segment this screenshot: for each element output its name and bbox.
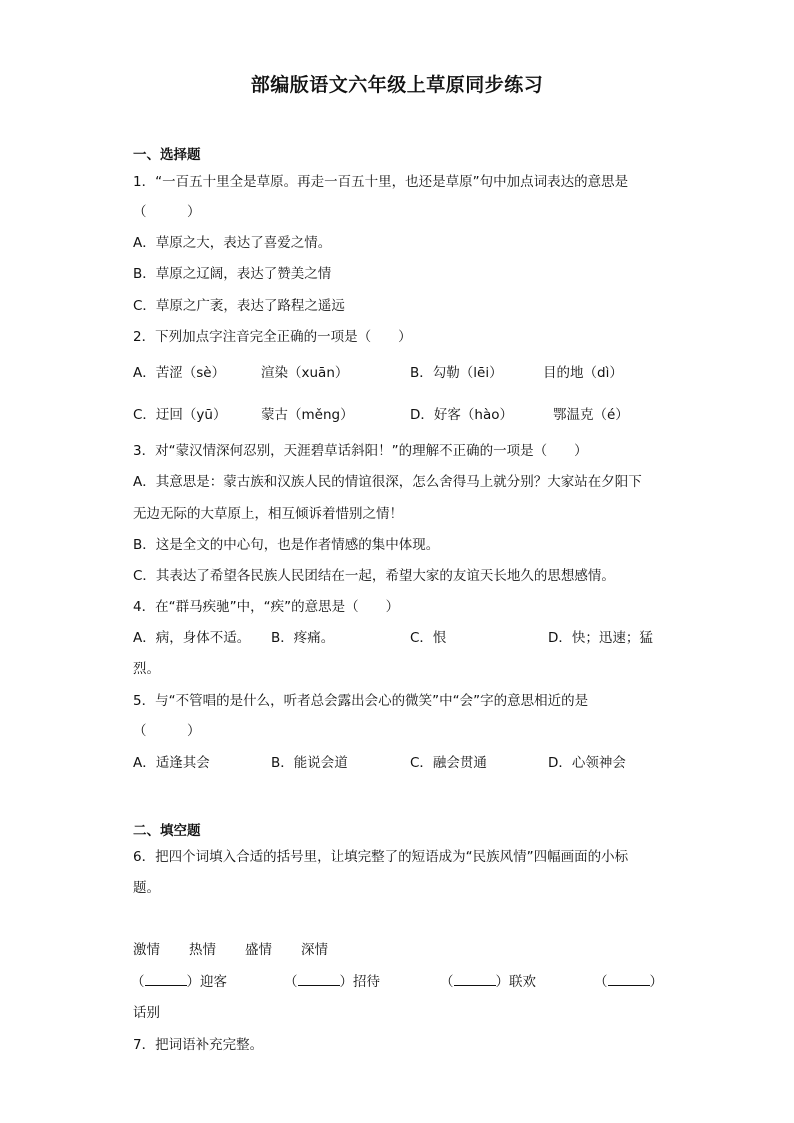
question-5-answer-paren: （ ） — [133, 723, 201, 739]
fill-blank-2[interactable] — [298, 973, 340, 986]
question-3-option-c: C．其表达了希望各民族人民团结在一起，希望大家的友谊天长地久的思想感情。 — [133, 568, 615, 584]
question-4-option-b: B．疼痛。 — [271, 630, 335, 646]
fill-blank-4[interactable] — [608, 973, 650, 986]
question-4-option-c: C．恨 — [410, 630, 447, 646]
phrase-3-text: 联欢 — [509, 974, 536, 990]
question-6-stem-line2: 题。 — [133, 880, 160, 896]
open-paren: （ — [594, 974, 608, 990]
word-option-3: 盛情 — [245, 942, 272, 958]
question-6-stem-line1: 6．把四个词填入合适的括号里，让填完整了的短语成为“民族风情”四幅画面的小标 — [133, 849, 629, 865]
question-7-stem: 7．把词语补充完整。 — [133, 1037, 264, 1053]
question-2-option-a1: A．苦涩（sè） — [133, 365, 226, 381]
question-2-option-c2: 蒙古（měng） — [261, 407, 354, 423]
question-4-option-d: D．快；迅速；猛 — [548, 630, 653, 646]
question-2-option-d2: 鄂温克（é） — [553, 407, 629, 423]
word-option-4: 深情 — [301, 942, 328, 958]
question-3-option-a-line2: 无边无际的大草原上，相互倾诉着惜别之情！ — [133, 506, 403, 522]
question-3-stem: 3．对“蒙汉情深何忍别，天涯碧草话斜阳！”的理解不正确的一项是（ ） — [133, 443, 588, 459]
question-2-option-d1: D．好客（hào） — [410, 407, 513, 423]
section-heading-fill: 二、填空题 — [133, 823, 201, 839]
section-heading-choice: 一、选择题 — [133, 147, 201, 163]
phrase-4-blank — [594, 973, 663, 991]
question-4-stem: 4．在“群马疾驰”中，“疾”的意思是（ ） — [133, 599, 400, 615]
phrase-4-text: 话别 — [133, 1005, 160, 1021]
question-3-option-b: B．这是全文的中心句，也是作者情感的集中体现。 — [133, 537, 440, 553]
question-1-answer-paren: （ ） — [133, 204, 201, 220]
phrase-1-text: 迎客 — [200, 974, 227, 990]
question-1-option-a: A．草原之大，表达了喜爱之情。 — [133, 235, 332, 251]
question-3-option-a-line1: A．其意思是：蒙古族和汉族人民的情谊很深，怎么舍得马上就分别？大家站在夕阳下 — [133, 474, 642, 490]
phrase-1 — [131, 973, 227, 991]
fill-blank-1[interactable] — [145, 973, 187, 986]
word-option-2: 热情 — [189, 942, 216, 958]
close-paren: ） — [339, 974, 353, 990]
open-paren: （ — [131, 974, 145, 990]
close-paren: ） — [649, 974, 663, 990]
question-4-option-a: A．病，身体不适。 — [133, 630, 251, 646]
question-1-stem: 1．“一百五十里全是草原。再走一百五十里，也还是草原”句中加点词表达的意思是 — [133, 174, 629, 190]
open-paren: （ — [284, 974, 298, 990]
question-2-option-a2: 渲染（xuān） — [261, 365, 349, 381]
question-4-option-d-cont: 烈。 — [133, 661, 160, 677]
question-5-option-c: C．融会贯通 — [410, 755, 487, 771]
close-paren: ） — [186, 974, 200, 990]
question-2-stem: 2．下列加点字注音完全正确的一项是（ ） — [133, 329, 412, 345]
question-5-option-d: D．心领神会 — [548, 755, 626, 771]
question-5-option-b: B．能说会道 — [271, 755, 348, 771]
question-5-stem: 5．与“不管唱的是什么，听者总会露出会心的微笑”中“会”字的意思相近的是 — [133, 693, 589, 709]
word-option-1: 激情 — [133, 942, 160, 958]
open-paren: （ — [440, 974, 454, 990]
question-2-option-b2: 目的地（dì） — [543, 365, 623, 381]
close-paren: ） — [495, 974, 509, 990]
phrase-2-text: 招待 — [353, 974, 380, 990]
fill-blank-3[interactable] — [454, 973, 496, 986]
question-2-option-c1: C．迂回（yū） — [133, 407, 227, 423]
page-title: 部编版语文六年级上草原同步练习 — [250, 74, 544, 96]
question-1-option-b: B．草原之辽阔，表达了赞美之情 — [133, 266, 332, 282]
question-5-option-a: A．适逢其会 — [133, 755, 210, 771]
question-2-option-b1: B．勾勒（lēi） — [410, 365, 503, 381]
question-1-option-c: C．草原之广袤，表达了路程之遥远 — [133, 298, 345, 314]
phrase-2 — [284, 973, 380, 991]
phrase-3 — [440, 973, 536, 991]
